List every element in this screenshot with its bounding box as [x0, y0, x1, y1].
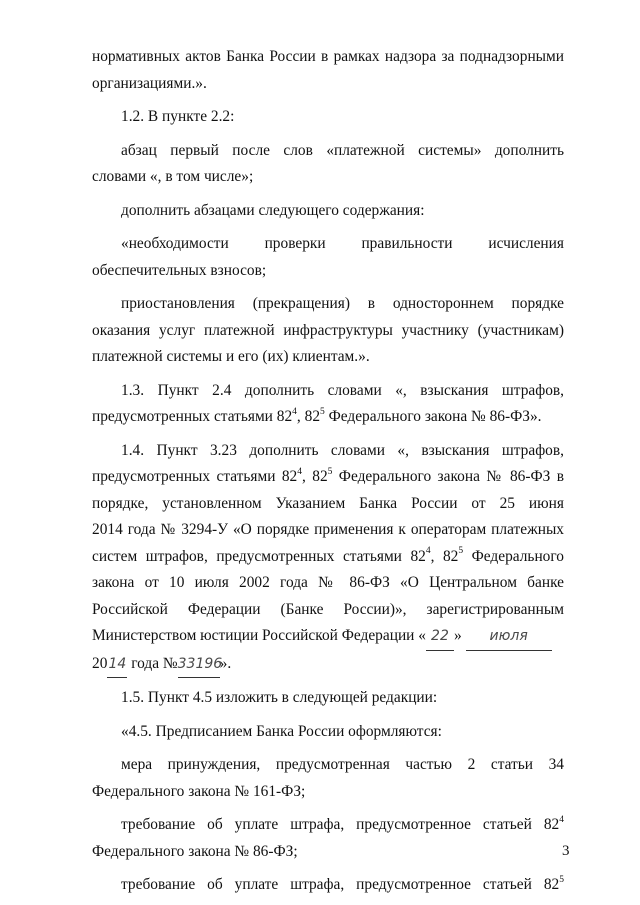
paragraph-1-4-line4: 2014 года № 3294-У «О порядке применения к операторам платежных	[92, 521, 564, 538]
paragraph-1-3-line1: 1.3. Пункт 2.4 дополнить словами «, взыскания штрафов,	[121, 381, 564, 399]
paragraph-priostanovleniya: приостановления (прекращения) в одностороннем порядке оказания услуг платежной инфраструктуры участнику (участникам) платежной системы и его (их) клиентам.».	[92, 295, 564, 365]
paragraph-mera-line1: мера принуждения, предусмотренная частью 2 статьи 34	[121, 756, 564, 773]
paragraph-1-4-line9: 2014 года №33196».	[92, 651, 564, 679]
paragraph-1-4-line7: Российской Федерации (Банке России)», зарегистрированным	[92, 600, 564, 618]
paragraph-mera-line2: Федерального закона № 161-ФЗ;	[92, 782, 306, 800]
paragraph-1-4-line5: систем штрафов, предусмотренных статьями $82^4$, $82^5$ Федерального	[92, 546, 565, 565]
paragraph-first-abzac: абзац первый после слов «платежной системы» дополнить словами «, в том числе»;	[92, 141, 564, 185]
paragraph-trebovanie-2-line1: требование об уплате штрафа, предусмотренное статьей $82^5$	[121, 874, 564, 893]
paragraph-continuation: нормативных актов Банка России в рамках надзора за поднадзорными организациями.».	[92, 48, 564, 92]
paragraph-1-2: 1.2. В пункте 2.2:	[121, 108, 235, 125]
handwritten-day: 22	[426, 623, 454, 651]
paragraph-1-4-line8: Министерством юстиции Российской Федерации « 22 » июля	[92, 623, 564, 651]
paragraph-neobhodimosti-line1: «необходимости проверки правильности исчисления	[121, 235, 564, 252]
paragraph-1-5: 1.5. Пункт 4.5 изложить в следующей редакции:	[121, 689, 438, 706]
paragraph-trebovanie-1-line2: Федерального закона № 86-ФЗ;	[92, 842, 298, 860]
page-number: 3	[562, 843, 570, 859]
paragraph-1-4-line1: 1.4. Пункт 3.23 дополнить словами «, взыскания штрафов,	[121, 441, 564, 459]
paragraph-trebovanie-1-line1: требование об уплате штрафа, предусмотренное статьей $82^4$	[121, 814, 564, 833]
paragraph-add-abzacs: дополнить абзацами следующего содержания:	[121, 201, 425, 219]
handwritten-year: 14	[107, 651, 127, 679]
paragraph-1-4-line6: закона от 10 июля 2002 года № 86-ФЗ «О Центральном банке	[92, 574, 564, 591]
paragraph-4-5: «4.5. Предписанием Банка России оформляются:	[121, 722, 442, 740]
handwritten-month: июля	[466, 623, 552, 651]
paragraph-1-3-line2: предусмотренных статьями $82^4$, $82^5$ Федерального закона № 86-ФЗ».	[92, 406, 542, 425]
handwritten-reg-number: 33196	[178, 651, 220, 679]
paragraph-1-4-line3: порядке, установленном Указанием Банка России от 25 июня	[92, 494, 564, 512]
paragraph-1-4-line2: предусмотренных статьями $82^4$, $82^5$ Федерального закона № 86-ФЗ в	[92, 466, 564, 485]
paragraph-neobhodimosti-line2: обеспечительных взносов;	[92, 261, 267, 279]
document-body	[92, 44, 564, 899]
